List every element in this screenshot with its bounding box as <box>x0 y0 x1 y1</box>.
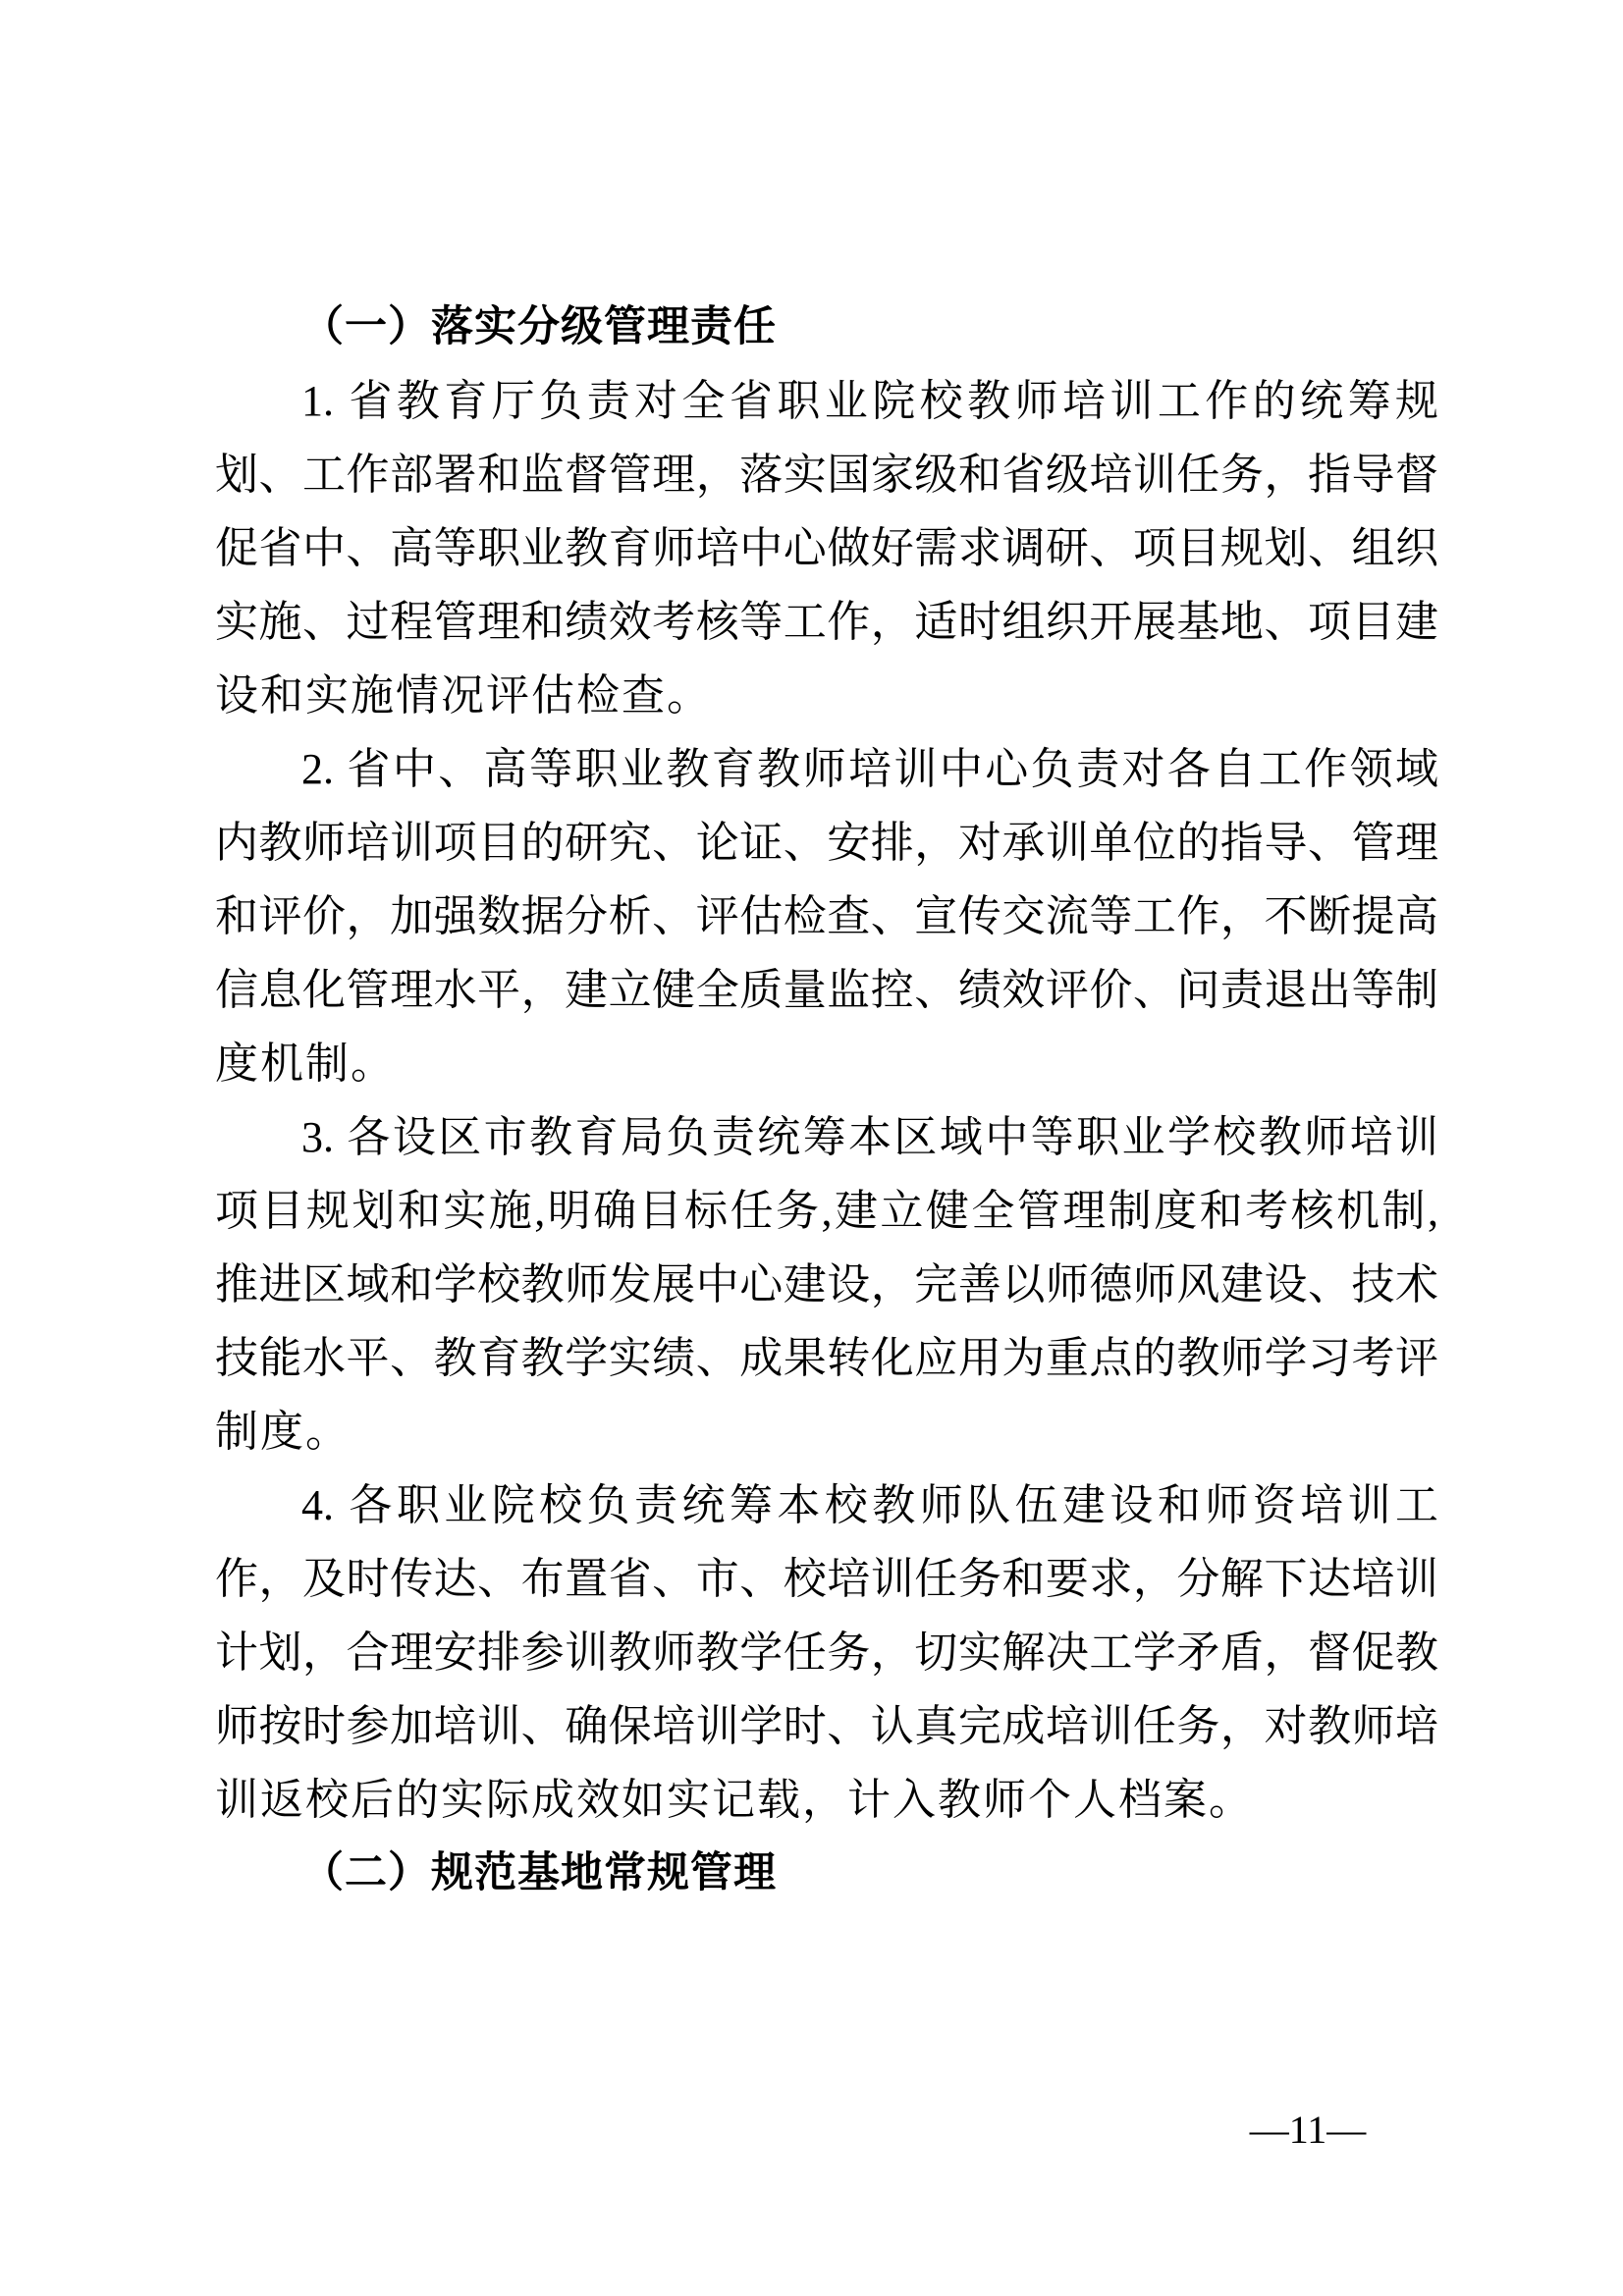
paragraph-line: 4. 各职业院校负责统筹本校教师队伍建设和师资培训工 <box>301 1481 1438 1529</box>
paragraph <box>215 364 1438 732</box>
section-heading-1: （一）落实分级管理责任 <box>301 304 777 350</box>
paragraph-line: 度机制。 <box>215 1040 396 1088</box>
paragraph-line: 推进区域和学校教师发展中心建设，完善以师德师风建设、技术 <box>215 1260 1438 1308</box>
paragraph-line: 实施、过程管理和绩效考核等工作，适时组织开展基地、项目建 <box>215 598 1438 646</box>
paragraph <box>215 1100 1438 1468</box>
paragraph-line: 师按时参加培训、确保培训学时、认真完成培训任务，对教师培 <box>215 1702 1438 1750</box>
document-body <box>215 291 1438 1910</box>
paragraph-line: 作，及时传达、布置省、市、校培训任务和要求，分解下达培训 <box>215 1555 1438 1603</box>
paragraph-line: 促省中、高等职业教育师培中心做好需求调研、项目规划、组织 <box>215 524 1438 572</box>
paragraph-line: 技能水平、教育教学实绩、成果转化应用为重点的教师学习考评 <box>215 1334 1438 1382</box>
paragraph-line: 计划，合理安排参训教师教学任务，切实解决工学矛盾，督促教 <box>215 1629 1438 1677</box>
section-heading-2: （二）规范基地常规管理 <box>301 1850 777 1896</box>
paragraph-line: 训返校后的实际成效如实记载，计入教师个人档案。 <box>215 1776 1254 1824</box>
paragraph-line: 信息化管理水平，建立健全质量监控、绩效评价、问责退出等制 <box>215 966 1438 1014</box>
paragraph-line: 设和实施情况评估检查。 <box>215 671 712 720</box>
paragraph <box>215 732 1438 1100</box>
paragraph-line: 3. 各设区市教育局负责统筹本区域中等职业学校教师培训 <box>301 1113 1438 1161</box>
paragraph-line: 项目规划和实施,明确目标任务,建立健全管理制度和考核机制, <box>215 1187 1438 1235</box>
paragraph-line: 内教师培训项目的研究、论证、安排，对承训单位的指导、管理 <box>215 819 1438 867</box>
paragraph-line: 制度。 <box>215 1408 351 1456</box>
paragraph-line: 1. 省教育厅负责对全省职业院校教师培训工作的统筹规 <box>301 377 1438 425</box>
page-number: —11— <box>1249 2108 1367 2152</box>
paragraph-line: 2. 省中、高等职业教育教师培训中心负责对各自工作领域 <box>301 745 1438 793</box>
paragraph-line: 划、工作部署和监督管理，落实国家级和省级培训任务，指导督 <box>215 451 1438 499</box>
paragraph-line: 和评价，加强数据分析、评估检查、宣传交流等工作，不断提高 <box>215 892 1438 940</box>
paragraph <box>215 1468 1438 1837</box>
